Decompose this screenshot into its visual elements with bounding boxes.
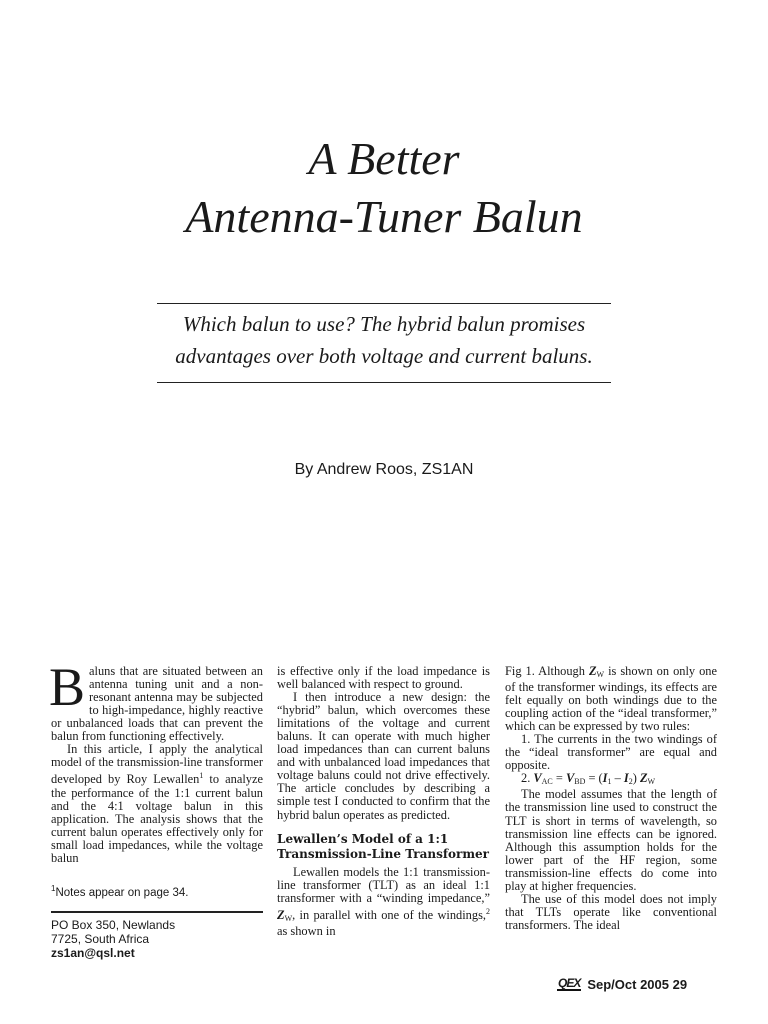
address-line-2: 7725, South Africa (51, 932, 150, 946)
paragraph (49, 657, 263, 744)
var-sub: BD (574, 777, 586, 787)
var-sub: W (596, 670, 605, 679)
paragraph (51, 743, 263, 865)
var-sub: 2 (628, 777, 633, 787)
paragraph (505, 665, 717, 733)
var-sub: 1 (607, 777, 612, 787)
var-v: V (533, 771, 542, 786)
author-email[interactable]: zs1an@qsl.net (51, 946, 135, 960)
paragraph-text: Lewallen models the 1:1 transmission-line transformer (TLT) as an ideal 1:1 transformer with a “winding impedance,” (277, 864, 490, 905)
var-sub: AC (541, 777, 553, 787)
paragraph: The model assumes that the length of the transmission line used to construct the TLT is short in terms of wavelength, so transmission line effects can be ignored. Although this assumption holds for the lower part of the HF region, some transmission-line effects do come into play at higher frequencies. (505, 787, 717, 893)
note-ref: 2 (486, 906, 490, 916)
title-line-1: A Better (308, 133, 460, 184)
subtitle-bottom-rule (157, 382, 611, 383)
section-heading: Lewallen’s Model of a 1:1 Transmission-Line Transformer (277, 831, 489, 861)
equals: = ( (585, 771, 603, 786)
var-z: Z (588, 664, 597, 678)
var-i: I (623, 771, 629, 786)
paragraph-text: In this article, I apply the analytical model of the transmission-line transformer developed by Roy Lewallen (51, 742, 263, 787)
rule-2 (505, 772, 717, 788)
column-1 (49, 657, 263, 865)
var-v: V (565, 771, 575, 786)
article-subtitle (157, 308, 611, 372)
var-sub: W (284, 913, 293, 923)
paragraph: I then introduce a new design: the “hybrid” balun, which overcomes these limitations of the voltage and current baluns. It can operate with much higher load impedances than can current baluns and with unbalanced load impedances that voltage baluns could not drive effectively. The article concludes by describing a simple test I conducted to confirm that the hybrid balun operates as predicted. (277, 690, 490, 822)
column-2 (277, 665, 490, 938)
footnote-mark: 1 (51, 884, 56, 893)
paragraph-text: to analyze the performance of the 1:1 current balun and the 4:1 voltage balun in this application. The analysis shows that the current balun operates effectively only for small load impedances, while the voltage balun (51, 772, 263, 865)
var-sub: W (647, 777, 656, 787)
title-line-2: Antenna-Tuner Balun (185, 191, 583, 242)
drop-cap: B (49, 657, 86, 717)
subtitle-line-2: advantages over both voltage and current baluns. (175, 344, 593, 368)
minus: – (611, 771, 624, 786)
rule-1: 1. The currents in the two windings of the “ideal transformer” are equal and opposite. (505, 732, 717, 773)
paragraph-text: aluns that are situated between an antenna tuning unit and a non-resonant antenna may be subjected to high-impedance, highly reactive or unbalanced loads that can prevent the balun from functioning effectively. (51, 664, 263, 744)
paragraph-text: Fig 1. Although (505, 664, 589, 678)
address-rule (51, 911, 263, 913)
var-z: Z (639, 771, 648, 786)
paragraph-text: as shown in (277, 923, 336, 938)
issue-and-page: Sep/Oct 2005 29 (587, 977, 688, 992)
paragraph: The use of this model does not imply that TLTs operate like conventional transformers. The ideal (505, 891, 717, 932)
paragraph: is effective only if the load impedance is well balanced with respect to ground. (277, 664, 490, 692)
byline: By Andrew Roos, ZS1AN (294, 461, 474, 478)
page-footer (557, 977, 687, 992)
var-z: Z (277, 907, 285, 922)
subtitle-top-rule (157, 303, 611, 304)
footnote-text: Notes appear on page 34. (55, 886, 189, 899)
paragraph-text: , in parallel with one of the windings, (292, 907, 486, 922)
equals: = (552, 771, 566, 786)
column-3 (505, 665, 717, 932)
article-title (0, 130, 768, 246)
paren: ) (632, 771, 640, 786)
rule-prefix: 2. (521, 771, 534, 786)
qex-logo: QEX (558, 976, 581, 990)
subtitle-line-1: Which balun to use? The hybrid balun promises (182, 312, 586, 336)
footnote (51, 884, 188, 899)
paragraph (277, 866, 490, 938)
var-i: I (602, 771, 608, 786)
paragraph-text: is shown on only one of the transformer windings, its effects are felt equally on both windings due to the coupling action of the “ideal transformer,” which can be expressed by two rules: (505, 664, 717, 734)
note-ref: 1 (199, 771, 204, 781)
address-line-1: PO Box 350, Newlands (51, 918, 176, 932)
author-address (51, 918, 175, 960)
